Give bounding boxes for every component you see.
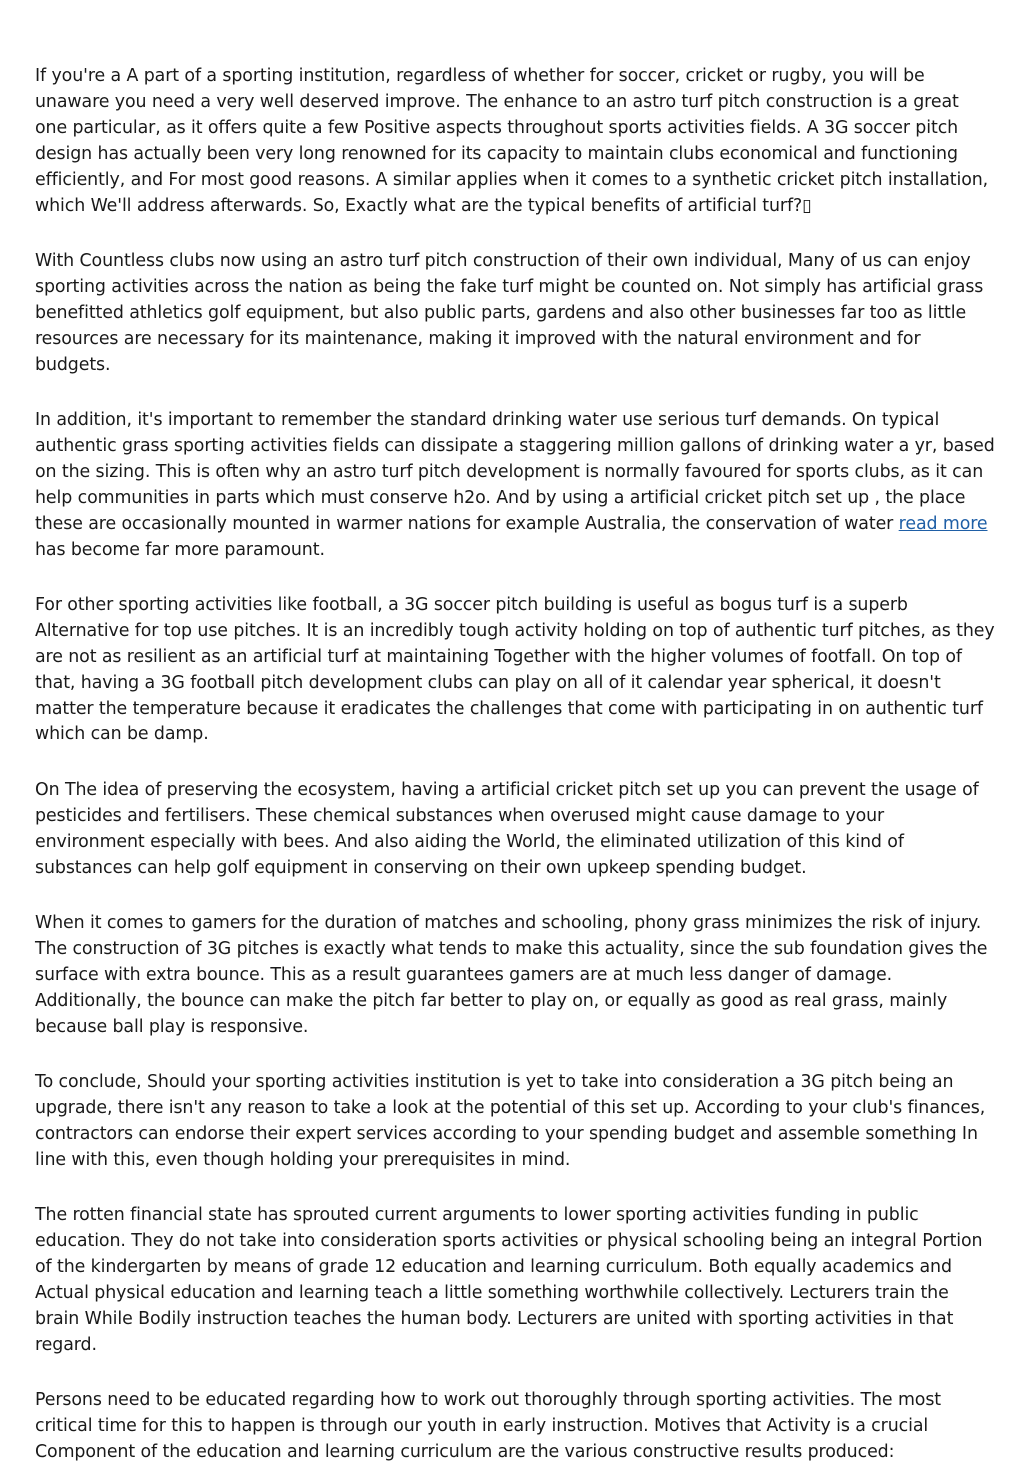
paragraph-4: For other sporting activities like football, a 3G soccer pitch building is useful as bogus turf is a superb Alternative for top use pitches. It is an incredibly tough activity holding on top of authentic turf pitches, as they are not as resilient as an artificial turf at maintaining Together with the higher volumes of footfall. On top of that, having a 3G football pitch development clubs can play on all of it calendar year spherical, it doesn't matter the temperature because it eradicates the challenges that come with participating in on authentic turf which can be damp. xyxy=(35,594,995,745)
paragraph-1: If you're a A part of a sporting institution, regardless of whether for soccer, cricket or rugby, you will be unaware you need a very well deserved improve. The enhance to an astro turf pitch construction is a great one particular, as it offers quite a few Positive aspects throughout sports activities fields. A 3G soccer pitch design has actually been very long renowned for its capacity to maintain clubs economical and functioning efficiently, and For most good reasons. A similar applies when it comes to a synthetic cricket pitch installation, which We'll address afterwards. So, Exactly what are the typical benefits of artificial turf?▯ xyxy=(35,66,989,216)
read-more-link[interactable]: read more xyxy=(898,513,988,534)
paragraph-5: On The idea of preserving the ecosystem, having a artificial cricket pitch set up you can prevent the usage of pesticides and fertilisers. These chemical substances when overused might cause damage to your environment especially with bees. And also aiding the World, the eliminated utilization of this kind of substances can help golf equipment in conserving on their own upkeep spending budget. xyxy=(35,779,979,878)
paragraph-8: The rotten financial state has sprouted current arguments to lower sporting activities funding in public education. They do not take into consideration sports activities or physical schooling being an integral Portion of the kindergarten by means of grade 12 education and learning curriculum. Both equally academics and Actual physical education and learning teach a little something worthwhile collectively. Lecturers train the brain While Bodily instruction teaches the human body. Lecturers are united with sporting activities in that regard. xyxy=(35,1205,983,1355)
paragraph-2: With Countless clubs now using an astro turf pitch construction of their own individual, Many of us can enjoy sporting activities across the nation as being the fake turf might be counted on. Not simply has artificial grass benefitted athletics golf equipment, but also public parts, gardens and also other businesses far too as little resources are necessary for its maintenance, making it improved with the natural environment and for budgets. xyxy=(35,250,984,375)
paragraph-3-text-after: has become far more paramount. xyxy=(35,539,325,560)
paragraph-3 xyxy=(35,408,995,563)
paragraph-3-text-before: In addition, it's important to remember the standard drinking water use serious turf demands. On typical authentic grass sporting activities fields can dissipate a staggering million gallons of drinking water a yr, based on the sizing. This is often why an astro turf pitch development is normally favoured for sports clubs, as it can help communities in parts which must conserve h2o. And by using a artificial cricket pitch set up , the place these are occasionally mounted in warmer nations for example Australia, the conservation of water xyxy=(35,409,995,534)
document-body xyxy=(35,64,995,1466)
paragraph-9: Persons need to be educated regarding how to work out thoroughly through sporting activities. The most critical time for this to happen is through our youth in early instruction. Motives that Activity is a crucial Component of the education and learning curriculum are the various constructive results produced: xyxy=(35,1390,942,1462)
paragraph-6: When it comes to gamers for the duration of matches and schooling, phony grass minimizes the risk of injury. The construction of 3G pitches is exactly what tends to make this actuality, since the sub foundation gives the surface with extra bounce. This as a result guarantees gamers are at much less danger of damage. Additionally, the bounce can make the pitch far better to play on, or equally as good as real grass, mainly because ball play is responsive. xyxy=(35,912,988,1037)
paragraph-7: To conclude, Should your sporting activities institution is yet to take into consideration a 3G pitch being an upgrade, there isn't any reason to take a look at the potential of this set up. According to your club's finances, contractors can endorse their expert services according to your spending budget and assemble something In line with this, even though holding your prerequisites in mind. xyxy=(35,1072,986,1170)
